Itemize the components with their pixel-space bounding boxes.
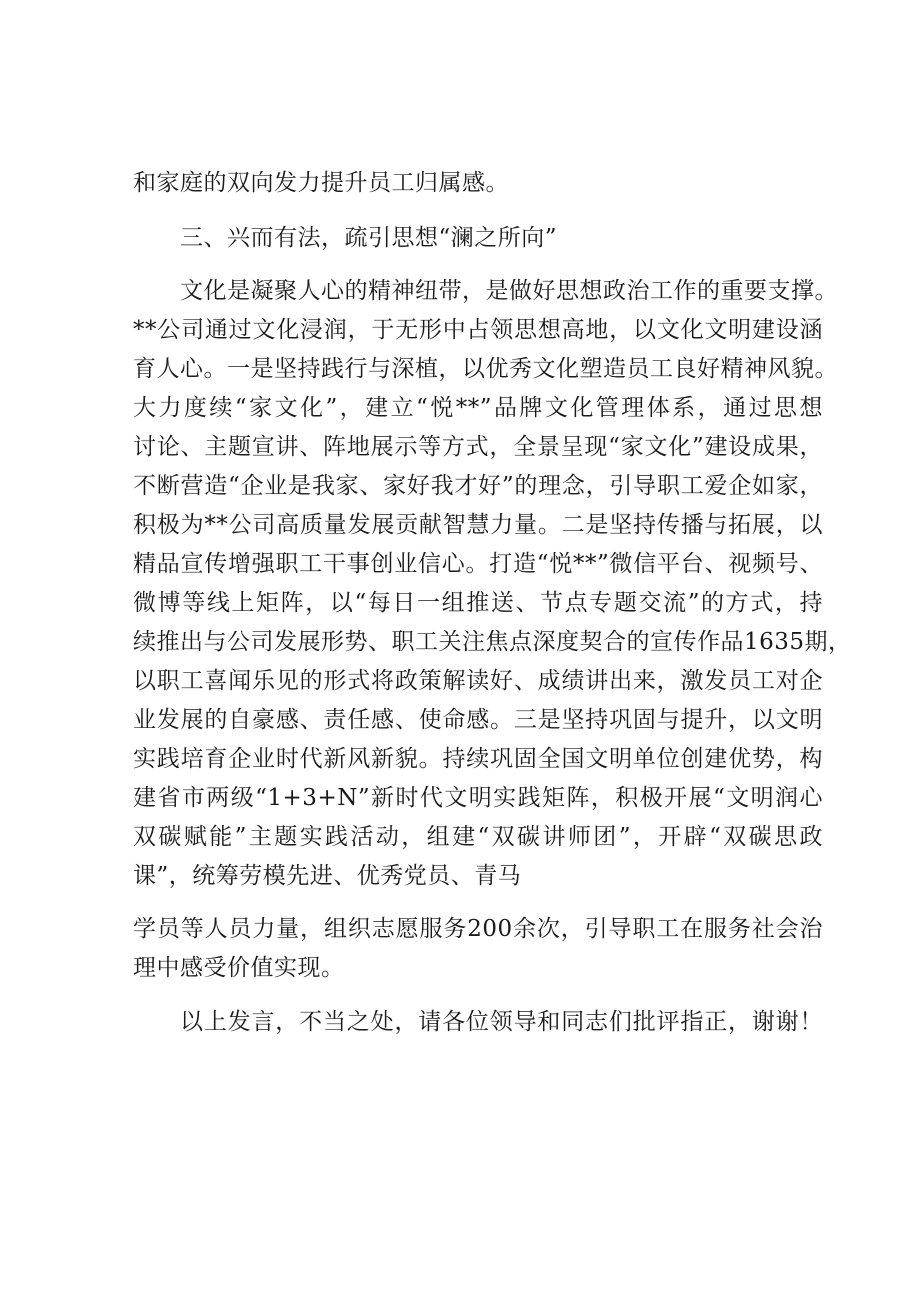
text-line: 微博等线上矩阵，以“每日一组推送、节点专题交流”的方式，持 (133, 590, 823, 616)
section-heading: 三、兴而有法，疏引思想“澜之所向” (180, 225, 558, 251)
text-line: 和家庭的双向发力提升员工归属感。 (133, 170, 509, 196)
text-line: 理中感受价值实现。 (133, 955, 345, 981)
text-line: 以职工喜闻乐见的形式将政策解读好、成绩讲出来，激发员工对企 (133, 668, 823, 694)
text-line: 讨论、主题宣讲、阵地展示等方式，全景呈现“家文化”建设成果， (133, 434, 823, 460)
text-line: 育人心。一是坚持践行与深植，以优秀文化塑造员工良好精神风貌。 (133, 356, 838, 382)
text-line: 课”，统筹劳模先进、优秀党员、青马 (133, 863, 522, 889)
text-line: 不断营造“企业是我家、家好我才好”的理念，引导职工爱企如家， (133, 473, 823, 499)
text-line: 积极为**公司高质量发展贡献智慧力量。二是坚持传播与拓展，以 (133, 512, 823, 538)
text-line: 大力度续“家文化”，建立“悦**”品牌文化管理体系，通过思想 (133, 395, 823, 421)
text-line: 精品宣传增强职工干事创业信心。打造“悦**”微信平台、视频号、 (133, 551, 823, 577)
text-line: 学员等人员力量，组织志愿服务200余次，引导职工在服务社会治 (133, 916, 823, 942)
text-line: **公司通过文化浸润，于无形中占领思想高地，以文化文明建设涵 (133, 317, 823, 343)
text-line: 双碳赋能”主题实践活动，组建“双碳讲师团”，开辟“双碳思政 (133, 824, 823, 850)
text-line: 建省市两级“1+3+N”新时代文明实践矩阵，积极开展“文明润心 (133, 785, 823, 811)
text-line: 文化是凝聚人心的精神纽带，是做好思想政治工作的重要支撑。 (180, 278, 838, 304)
text-line: 续推出与公司发展形势、职工关注焦点深度契合的宣传作品1635期， (133, 629, 852, 655)
closing-remarks: 以上发言，不当之处，请各位领导和同志们批评指正，谢谢！ (180, 1009, 823, 1035)
text-line: 业发展的自豪感、责任感、使命感。三是坚持巩固与提升，以文明 (133, 707, 823, 733)
text-line: 实践培育企业时代新风新貌。持续巩固全国文明单位创建优势，构 (133, 746, 823, 772)
